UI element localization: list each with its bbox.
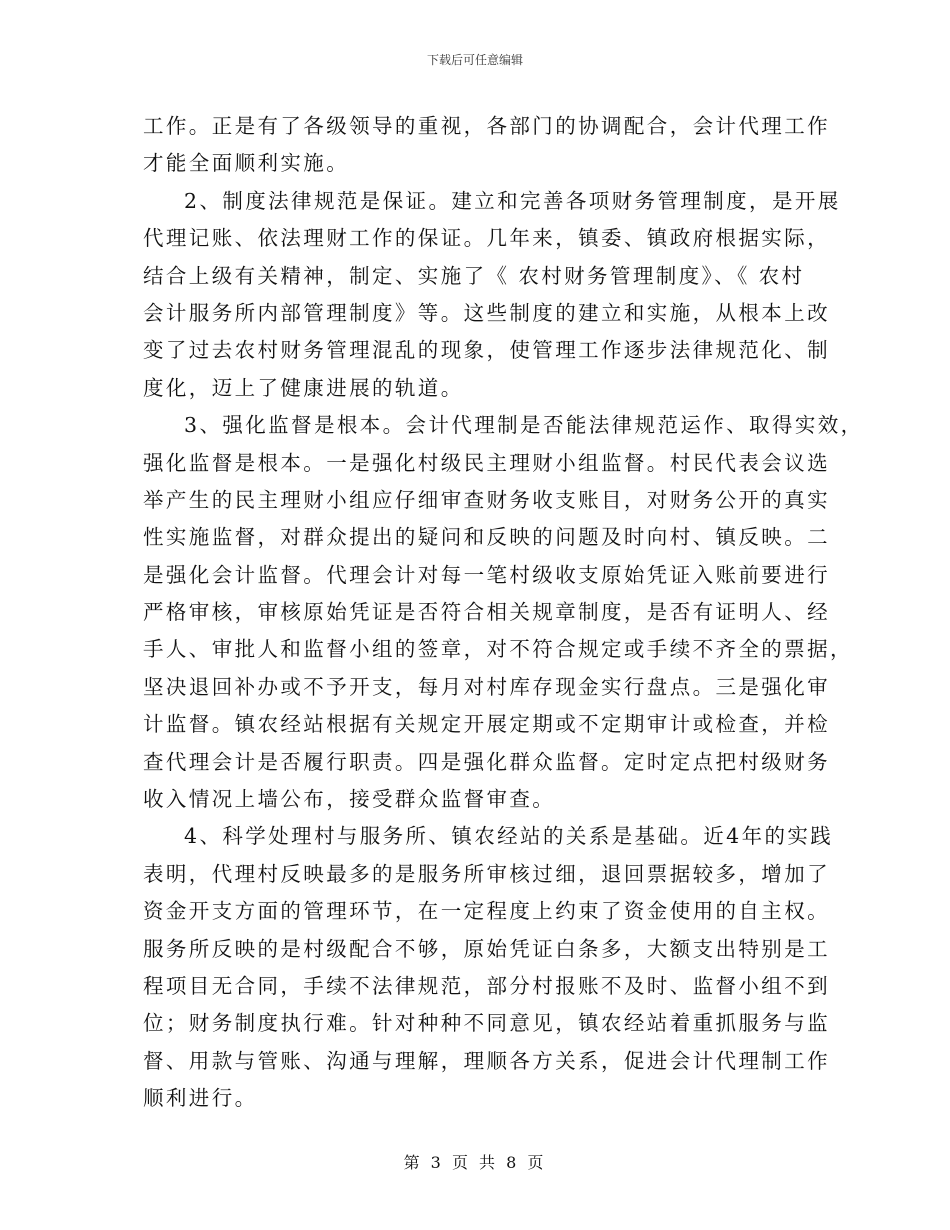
text-line: 变了过去农村财务管理混乱的现象，使管理工作逐步法律规范化、制 bbox=[143, 338, 830, 363]
text-line: 是强化会计监督。代理会计对每一笔村级收支原始凭证入账前要进行 bbox=[143, 562, 830, 587]
text-line: 举产生的民主理财小组应仔细审查财务收支账目，对财务公开的真实 bbox=[143, 487, 830, 512]
text-line: 结合上级有关精神，制定、实施了《 农村财务管理制度》、《 农村 bbox=[143, 263, 805, 288]
text-line: 计监督。镇农经站根据有关规定开展定期或不定期审计或检查，并检 bbox=[143, 712, 830, 737]
text-line: 工作。正是有了各级领导的重视，各部门的协调配合，会计代理工作 bbox=[143, 114, 830, 138]
paragraph-start-line: 3、强化监督是根本。会计代理制是否能法律规范运作、取得实效， bbox=[184, 413, 864, 438]
text-line: 收入情况上墙公布，接受群众监督审查。 bbox=[143, 787, 556, 812]
text-line: 严格审核，审核原始凭证是否符合相关规章制度，是否有证明人、经 bbox=[143, 600, 830, 625]
text-line: 手人、审批人和监督小组的签章，对不符合规定或手续不齐全的票据， bbox=[143, 637, 853, 662]
text-line: 性实施监督，对群众提出的疑问和反映的问题及时向村、镇反映。二 bbox=[143, 525, 830, 550]
text-line: 服务所反映的是村级配合不够，原始凭证白条多，大额支出特别是工 bbox=[143, 936, 830, 961]
text-line: 会计服务所内部管理制度》等。这些制度的建立和实施，从根本上改 bbox=[143, 300, 830, 325]
paragraph-start-line: 2、制度法律规范是保证。建立和完善各项财务管理制度，是开展 bbox=[184, 188, 841, 213]
text-line: 坚决退回补办或不予开支，每月对村库存现金实行盘点。三是强化审 bbox=[143, 674, 830, 699]
text-line: 表明，代理村反映最多的是服务所审核过细，退回票据较多，增加了 bbox=[143, 861, 830, 886]
text-line: 位；财务制度执行难。针对种种不同意见，镇农经站着重抓服务与监 bbox=[143, 1011, 830, 1036]
text-line: 查代理会计是否履行职责。四是强化群众监督。定时定点把村级财务 bbox=[143, 749, 830, 774]
text-line: 顺利进行。 bbox=[143, 1086, 258, 1111]
document-body bbox=[143, 108, 864, 1118]
text-line: 代理记账、依法理财工作的保证。几年来，镇委、镇政府根据实际， bbox=[143, 226, 830, 251]
text-line: 资金开支方面的管理环节，在一定程度上约束了资金使用的自主权。 bbox=[143, 899, 830, 924]
text-line: 督、用款与管账、沟通与理解，理顺各方关系，促进会计代理制工作 bbox=[143, 1048, 830, 1073]
page-footer: 第 3 页 共 8 页 bbox=[403, 1153, 547, 1172]
text-line: 度化，迈上了健康进展的轨道。 bbox=[143, 375, 464, 400]
text-line: 程项目无合同，手续不法律规范，部分村报账不及时、监督小组不到 bbox=[143, 973, 830, 998]
paragraph-start-line: 4、科学处理村与服务所、镇农经站的关系是基础。近4年的实践 bbox=[184, 824, 834, 849]
page-header: 下载后可任意编辑 bbox=[426, 53, 523, 67]
text-line: 才能全面顺利实施。 bbox=[143, 151, 350, 176]
text-line: 强化监督是根本。一是强化村级民主理财小组监督。村民代表会议选 bbox=[143, 450, 830, 475]
